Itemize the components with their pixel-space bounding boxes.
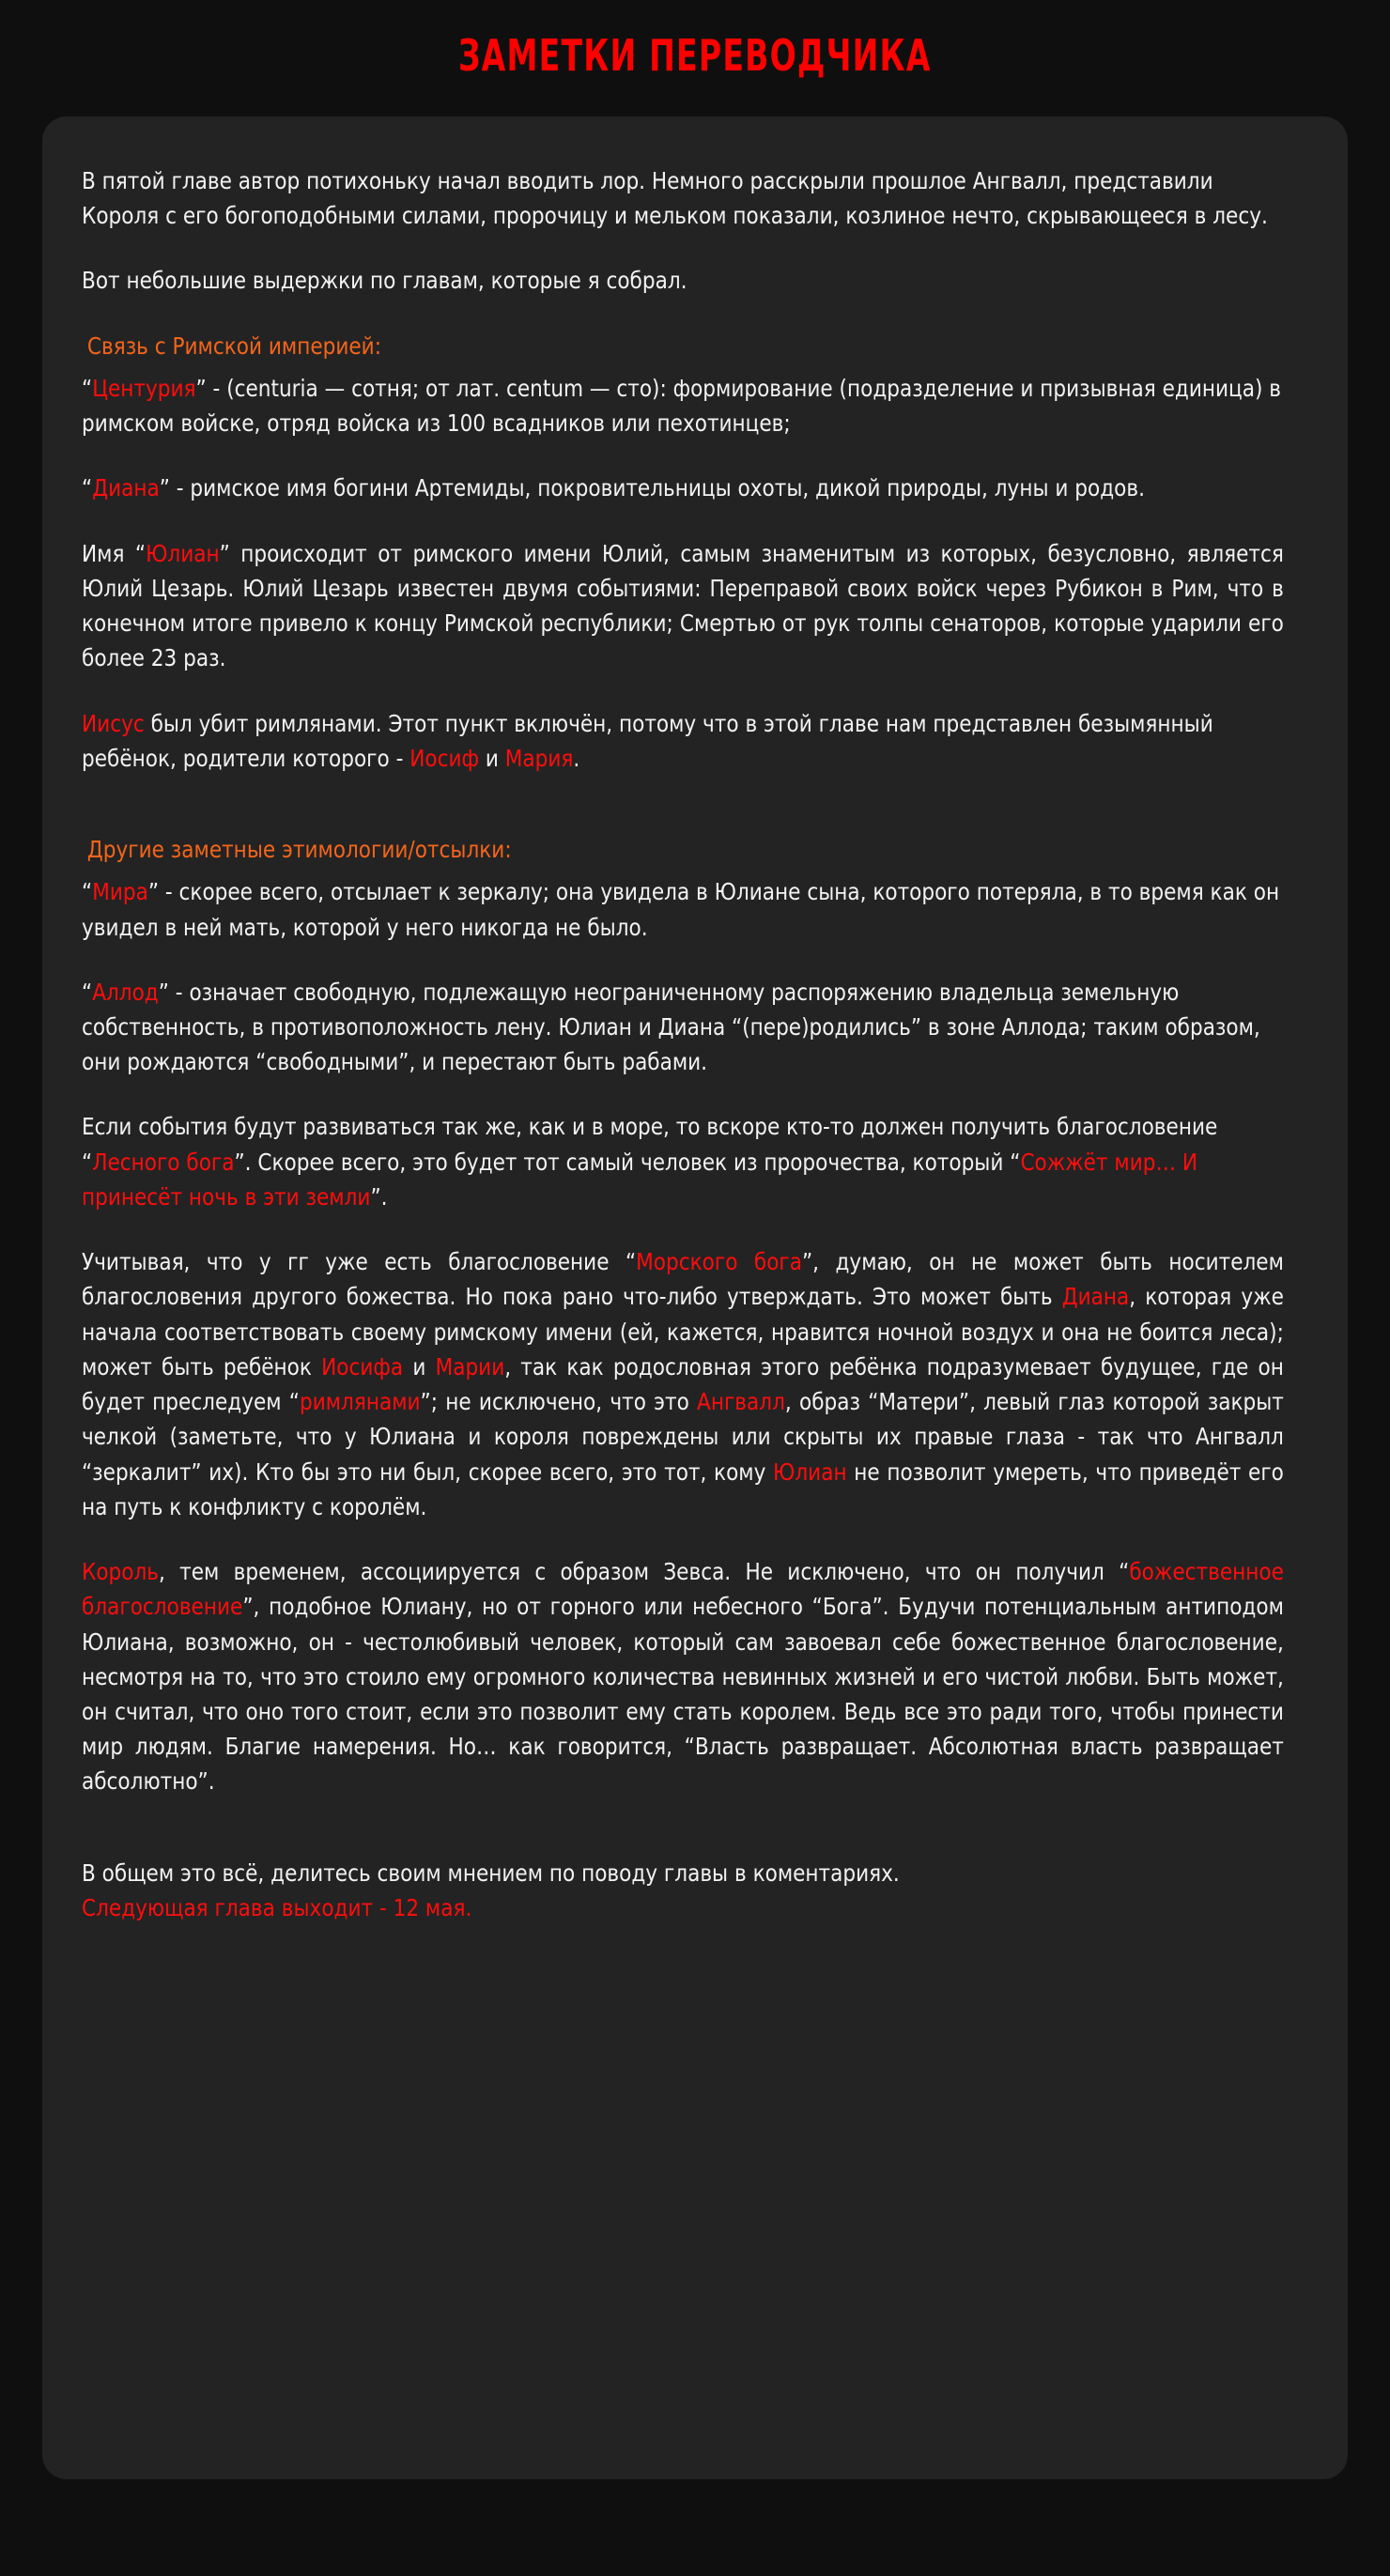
quote-close: ” [195, 374, 207, 402]
term-allod: Аллод [92, 978, 159, 1006]
term-diana-2: Диана [1061, 1283, 1130, 1311]
quote-open: “ [82, 978, 93, 1006]
diana-paragraph [82, 470, 1284, 505]
sea-god-text-5: , так как родословная этого ребёнка подразумевает будущее, где он будет преследуем “ [82, 1352, 1284, 1416]
term-julian: Юлиан [146, 539, 220, 567]
jesus-paragraph [82, 706, 1284, 776]
term-king: Король [82, 1558, 160, 1586]
section-heading-other [82, 832, 1284, 867]
section-heading-other-label: Другие заметные этимологии/отсылки: [86, 836, 512, 864]
sea-god-text-4: и [403, 1352, 436, 1381]
term-joseph-2: Иосифа [321, 1352, 404, 1381]
intro-text: В пятой главе автор потихоньку начал вводить лор. Немного расскрыли прошлое Ангвалл, представили Короля с его богоподобными силами, пророчицу и мельком показали, козлиное нечто, скрывающееся в лесу. [82, 167, 1268, 230]
julian-prefix: Имя “ [82, 539, 147, 567]
jesus-text: был убит римлянами. Этот пункт включён, потому что в этой главе нам представлен безымянный ребёнок, родители которого - [82, 709, 1213, 772]
king-text-2: ”, подобное Юлиану, но от горного или небесного “Бога”. Будучи потенциальным антиподом Юлиана, возможно, он - честолюбивый человек, который сам завоевал себе божественное благословение, несмотря на то, что это стоило ему огромного количества невинных жизней и его чистой любви. Быть может, он считал, что оно того стоит, если это позволит ему стать королем. Ведь все это ради того, чтобы принести мир людям. Благие намерения. Но… как говорится, “Власть развращает. Абсолютная власть развращает абсолютно”. [82, 1593, 1284, 1796]
term-prophecy-quote: Сожжёт мир… И принесёт ночь в эти земли [82, 1148, 1198, 1211]
section-heading-rome [82, 329, 1284, 363]
page-title: ЗАМЕТКИ ПЕРЕВОДЧИКА [458, 30, 932, 81]
term-forest-god: Лесного бога [92, 1148, 235, 1176]
period: . [573, 744, 580, 772]
quote-open: “ [82, 878, 93, 906]
forest-god-text-3: ”. [370, 1182, 388, 1211]
sea-god-text-2: ”, думаю, он не может быть носителем благословения другого божества. Но пока рано что-либо утверждать. Это может быть [82, 1248, 1284, 1311]
outro-line-2-next-chapter: Следующая глава выходит - 12 мая. [82, 1893, 472, 1921]
notes-card [42, 116, 1348, 2479]
sea-god-text-1: Учитывая, что у гг уже есть благословение “ [82, 1248, 637, 1276]
lead-paragraph [82, 263, 1284, 298]
term-mary-2: Марии [435, 1352, 505, 1381]
allod-definition: - означает свободную, подлежащую неограниченному распоряжению владельца земельную собственность, в противоположность лену. Юлиан и Диана “(пере)родились” в зоне Аллода; таким образом, они рождаются “свободными”, и перестают быть рабами. [82, 978, 1260, 1076]
centuria-definition: - (centuria — сотня; от лат. centum — сто): формирование (подразделение и призывная единица) в римском войске, отряд войска из 100 всадников или пехотинцев; [82, 374, 1282, 438]
intro-paragraph [82, 163, 1284, 233]
term-centuria: Центурия [92, 374, 196, 402]
term-mary: Мария [504, 744, 574, 772]
allod-paragraph [82, 975, 1284, 1080]
julian-paragraph [82, 536, 1284, 676]
forest-god-paragraph [82, 1109, 1284, 1214]
sea-god-text-6: ”; не исключено, что это [420, 1388, 698, 1416]
title-bar [0, 0, 1390, 94]
julian-definition: ” происходит от римского имени Юлий, самым знаменитым из которых, безусловно, является Юлий Цезарь. Юлий Цезарь известен двумя событиями: Переправой своих войск через Рубикон в Рим, что в конечном итоге привело к концу Римской республики; Смертью от рук толпы сенаторов, которые ударили его более 23 раз. [82, 539, 1284, 672]
centuria-paragraph [82, 371, 1284, 440]
forest-god-text-1: Если события будут развиваться так же, как и в море, то вскоре кто-то должен получить благословение “ [82, 1113, 1218, 1176]
sea-god-paragraph [82, 1244, 1284, 1524]
term-joseph: Иосиф [409, 744, 480, 772]
section-heading-rome-label: Связь с Римской империей: [86, 332, 382, 360]
king-paragraph [82, 1554, 1284, 1799]
forest-god-text-2: ”. Скорее всего, это будет тот самый человек из пророчества, который “ [234, 1148, 1021, 1176]
sea-god-text-7: , образ “Матери”, левый глаз которой закрыт челкой (заметьте, что у Юлиана и короля повреждены или скрыты их правые глаза - так что Ангвалл “зеркалит” их). Кто бы это ни был, скорее всего, это тот, кому [82, 1388, 1284, 1486]
quote-open: “ [82, 474, 93, 502]
lead-text: Вот небольшие выдержки по главам, которые я собрал. [82, 267, 687, 295]
term-angvall: Ангвалл [697, 1388, 785, 1416]
quote-close: ” [158, 978, 169, 1006]
term-romans: римлянами [299, 1388, 421, 1416]
quote-close: ” [147, 878, 160, 906]
mira-paragraph [82, 874, 1284, 944]
term-jesus: Иисус [82, 709, 145, 737]
term-mira: Мира [92, 878, 148, 906]
conjunction: и [479, 744, 505, 772]
quote-close: ” [159, 474, 170, 502]
term-diana: Диана [92, 474, 160, 502]
outro-paragraph [82, 1856, 1284, 1925]
term-divine-blessing: божественное благословение [82, 1558, 1284, 1621]
sea-god-text-3: , которая уже начала соответствовать своему римскому имени (ей, кажется, нравится ночной воздух и она не боится леса); может быть ребёнок [82, 1283, 1284, 1381]
term-julian-2: Юлиан [773, 1458, 847, 1486]
quote-open: “ [82, 374, 93, 402]
mira-definition: - скорее всего, отсылает к зеркалу; она увидела в Юлиане сына, которого потеряла, в то время как он увидел в ней мать, которой у него никогда не было. [82, 878, 1280, 941]
sea-god-text-8: не позволит умереть, что приведёт его на путь к конфликту с королём. [82, 1458, 1284, 1520]
king-text-1: , тем временем, ассоциируется с образом Зевса. Не исключено, что он получил “ [159, 1558, 1130, 1586]
diana-definition: - римское имя богини Артемиды, покровительницы охоты, дикой природы, луны и родов. [169, 474, 1145, 502]
term-sea-god: Морского бога [636, 1248, 803, 1276]
notes-body [82, 163, 1284, 1925]
outro-line-1: В общем это всё, делитесь своим мнением по поводу главы в коментариях. [82, 1859, 900, 1887]
